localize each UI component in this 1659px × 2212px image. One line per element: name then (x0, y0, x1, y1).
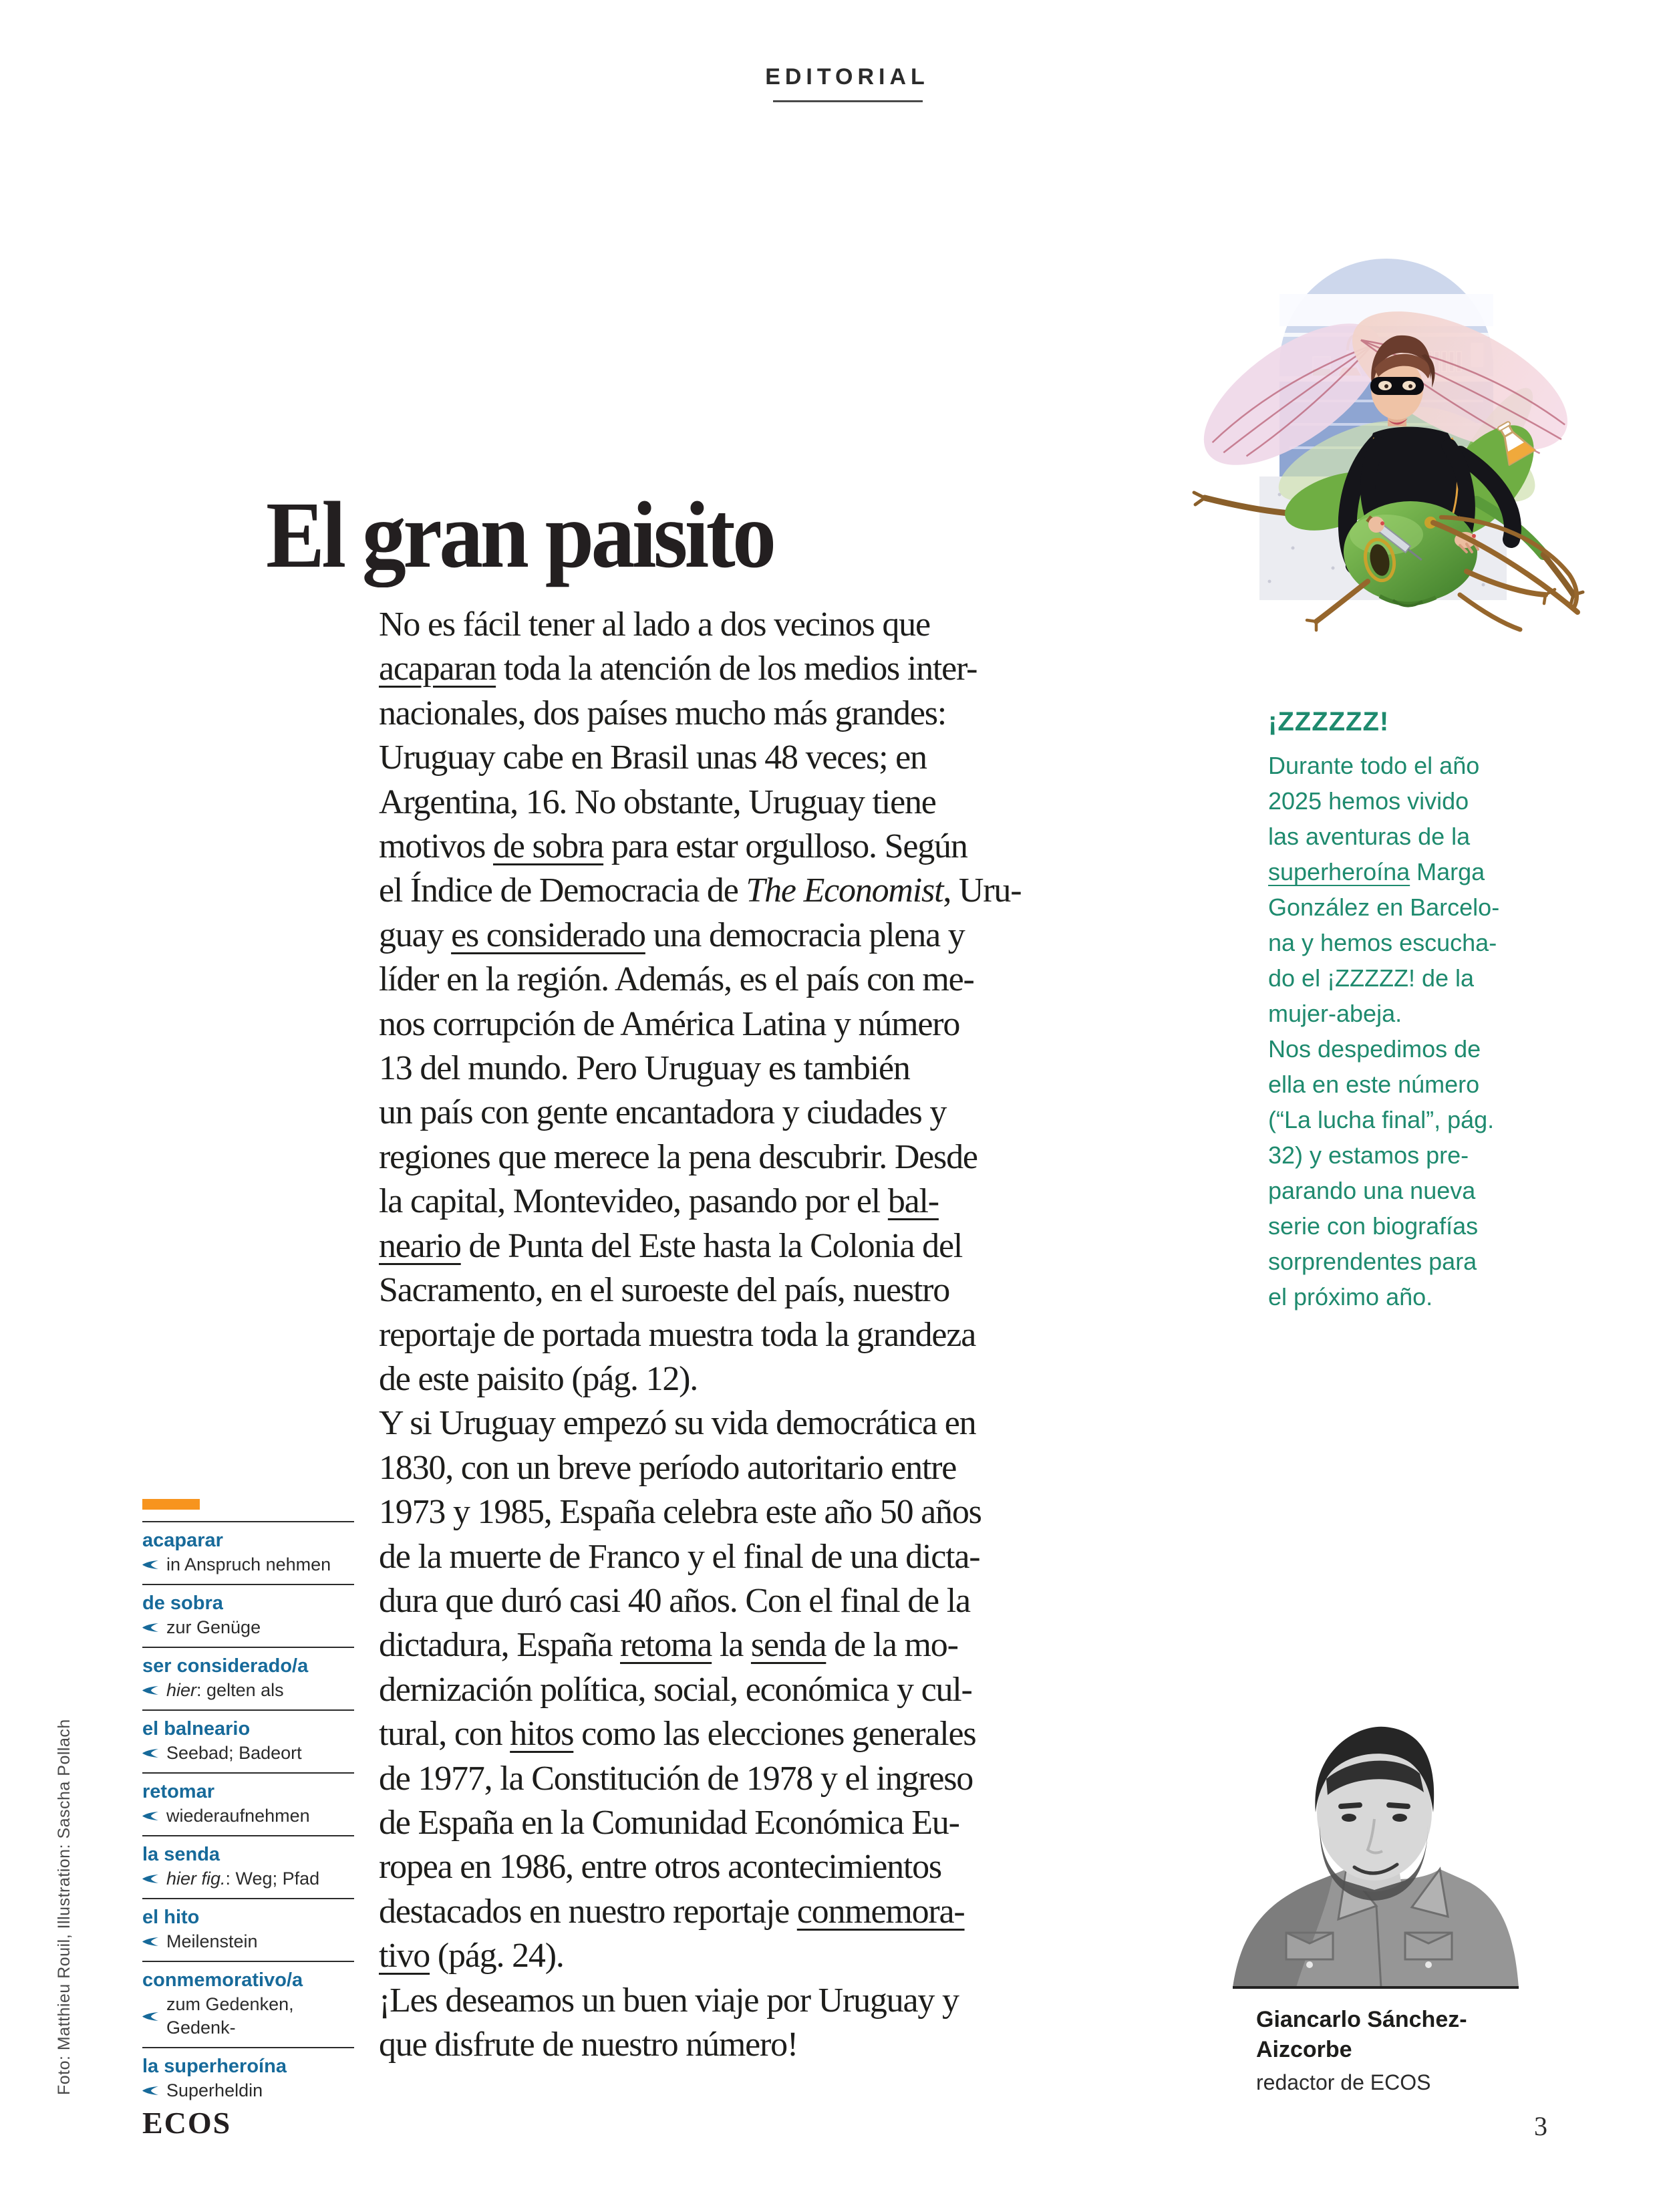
vocab-arrow-icon (142, 2012, 158, 2022)
vocab-term: la senda (142, 1844, 220, 1865)
body-line: ¡Les deseamos un buen viaje por Uruguay y (379, 1981, 959, 2020)
body-line: nacionales, dos países mucho más grandes: (379, 694, 947, 732)
body-line: regiones que merece la pena descubrir. Desde (379, 1137, 977, 1176)
aside-line: 32) y estamos pre- (1268, 1141, 1469, 1169)
photo-credit: Foto: Matthieu Rouil, Illustration: Sascha Pollach (55, 1719, 73, 2095)
vocab-definition: hier: gelten als (142, 1679, 354, 1702)
vocab-item (142, 2047, 354, 2110)
vocab-sidebar (142, 1499, 354, 2110)
article-body (379, 603, 1124, 2067)
page-number: 3 (1534, 2111, 1547, 2141)
body-line: ropea en 1986, entre otros acontecimientos (379, 1848, 941, 1887)
vocab-arrow-icon (142, 1748, 158, 1758)
superheroine-bug-illustration (1179, 221, 1594, 688)
aside-line: parando una nueva (1268, 1177, 1476, 1204)
vocab-item (142, 1835, 354, 1898)
body-line: Sacramento, en el suroeste del país, nuestro (379, 1271, 950, 1310)
kicker-underline (773, 100, 923, 102)
vocab-definition: Superheldin (142, 2079, 354, 2102)
body-line: de la muerte de Franco y el final de una dicta- (379, 1537, 980, 1576)
body-line: que disfrute de nuestro número! (379, 2026, 798, 2064)
aside-line: ella en este número (1268, 1071, 1480, 1098)
page-title: El gran paisito (266, 482, 774, 587)
body-line: la capital, Montevideo, pasando por el bal- (379, 1182, 939, 1221)
body-line: No es fácil tener al lado a dos vecinos que (379, 605, 930, 644)
vocab-arrow-icon (142, 1937, 158, 1947)
body-line: dura que duró casi 40 años. Con el final de la (379, 1581, 970, 1620)
vocab-definition: Seebad; Badeort (142, 1742, 354, 1765)
vocab-term: de sobra (142, 1593, 223, 1614)
orange-flag-marker (142, 1499, 200, 1510)
vocab-item (142, 1898, 354, 1961)
vocab-term: conmemorativo/a (142, 1969, 303, 1991)
aside-line: superheroína Marga (1268, 858, 1485, 885)
author-photo-rule (1233, 1986, 1519, 1989)
body-line: dictadura, España retoma la senda de la mo- (379, 1626, 958, 1665)
vocab-arrow-icon (142, 1685, 158, 1695)
vocab-item (142, 1521, 354, 1584)
vocab-item (142, 1647, 354, 1709)
aside-line: el próximo año. (1268, 1283, 1433, 1310)
body-line: destacados en nuestro reportaje conmemora- (379, 1892, 965, 1931)
body-line: neario de Punta del Este hasta la Colonia del (379, 1226, 963, 1265)
author-role: redactor de ECOS (1256, 2070, 1431, 2094)
body-line: un país con gente encantadora y ciudades y (379, 1093, 947, 1132)
vocab-arrow-icon (142, 1811, 158, 1821)
aside-line: las aventuras de la (1268, 823, 1471, 850)
aside-line: Durante todo el año (1268, 752, 1480, 779)
aside-line: (“La lucha final”, pág. (1268, 1106, 1495, 1133)
aside-text (1268, 748, 1562, 1315)
body-line: nos corrupción de América Latina y número (379, 1004, 960, 1043)
aside-line: serie con biografías (1268, 1212, 1479, 1240)
body-line: de este paisito (pág. 12). (379, 1359, 698, 1398)
vocab-definition: hier fig.: Weg; Pfad (142, 1867, 354, 1891)
body-line: 1973 y 1985, España celebra este año 50 años (379, 1493, 982, 1532)
aside-teaser (1268, 707, 1562, 1315)
vocab-term: la superheroína (142, 2056, 287, 2077)
body-line: motivos de sobra para estar orgulloso. Según (379, 827, 967, 866)
vocab-term: el hito (142, 1907, 200, 1928)
vocab-item (142, 1584, 354, 1647)
aside-line: 2025 hemos vivido (1268, 787, 1469, 815)
vocab-arrow-icon (142, 1623, 158, 1633)
aside-line: mujer-abeja. (1268, 1000, 1402, 1027)
body-line: guay es considerado una democracia plena y (379, 916, 965, 954)
vocab-term: acaparar (142, 1530, 223, 1551)
aside-line: Nos despedimos de (1268, 1035, 1481, 1063)
vocab-term: retomar (142, 1781, 214, 1802)
vocab-definition: Meilenstein (142, 1930, 354, 1953)
body-line: de España en la Comunidad Económica Eu- (379, 1803, 959, 1842)
body-line: Uruguay cabe en Brasil unas 48 veces; en (379, 738, 927, 777)
aside-line: do el ¡ZZZZZ! de la (1268, 964, 1475, 992)
body-line: 13 del mundo. Pero Uruguay es también (379, 1049, 910, 1088)
body-line: Y si Uruguay empezó su vida democrática en (379, 1404, 976, 1443)
vocab-definition: zum Gedenken, Gedenk- (142, 1993, 354, 2040)
body-line: dernización política, social, económica y cul- (379, 1670, 972, 1709)
section-kicker: EDITORIAL (765, 64, 929, 90)
body-line: de 1977, la Constitución de 1978 y el ingreso (379, 1759, 973, 1798)
vocab-definition: zur Genüge (142, 1616, 354, 1639)
author-caption (1256, 2005, 1467, 2095)
vocab-definition: in Anspruch nehmen (142, 1553, 354, 1576)
aside-line: González en Barcelo- (1268, 893, 1500, 921)
body-line: tural, con hitos como las elecciones generales (379, 1715, 976, 1754)
author-photo (1226, 1712, 1520, 1987)
body-line: líder en la región. Además, es el país con me- (379, 960, 974, 999)
vocab-item (142, 1709, 354, 1772)
vocab-list (142, 1521, 354, 2110)
vocab-term: el balneario (142, 1718, 251, 1740)
body-line: acaparan toda la atención de los medios inter- (379, 650, 977, 688)
vocab-arrow-icon (142, 2086, 158, 2096)
body-line: Argentina, 16. No obstante, Uruguay tiene (379, 783, 936, 821)
vocab-definition: wiederaufnehmen (142, 1804, 354, 1828)
body-line: el Índice de Democracia de The Economist, Uru- (379, 871, 1022, 910)
aside-heading: ¡ZZZZZZ! (1268, 707, 1390, 736)
body-line: 1830, con un breve período autoritario entre (379, 1448, 957, 1487)
vocab-arrow-icon (142, 1560, 158, 1570)
vocab-term: ser considerado/a (142, 1655, 309, 1677)
body-line: tivo (pág. 24). (379, 1937, 564, 1975)
vocab-arrow-icon (142, 1874, 158, 1884)
author-name: Giancarlo Sánchez- Aizcorbe (1256, 2007, 1467, 2062)
aside-line: sorprendentes para (1268, 1248, 1477, 1275)
body-line: reportaje de portada muestra toda la grandeza (379, 1315, 976, 1354)
vocab-item (142, 1961, 354, 2047)
aside-line: na y hemos escucha- (1268, 929, 1497, 956)
vocab-item (142, 1772, 354, 1835)
magazine-logo: ECOS (142, 2106, 232, 2140)
